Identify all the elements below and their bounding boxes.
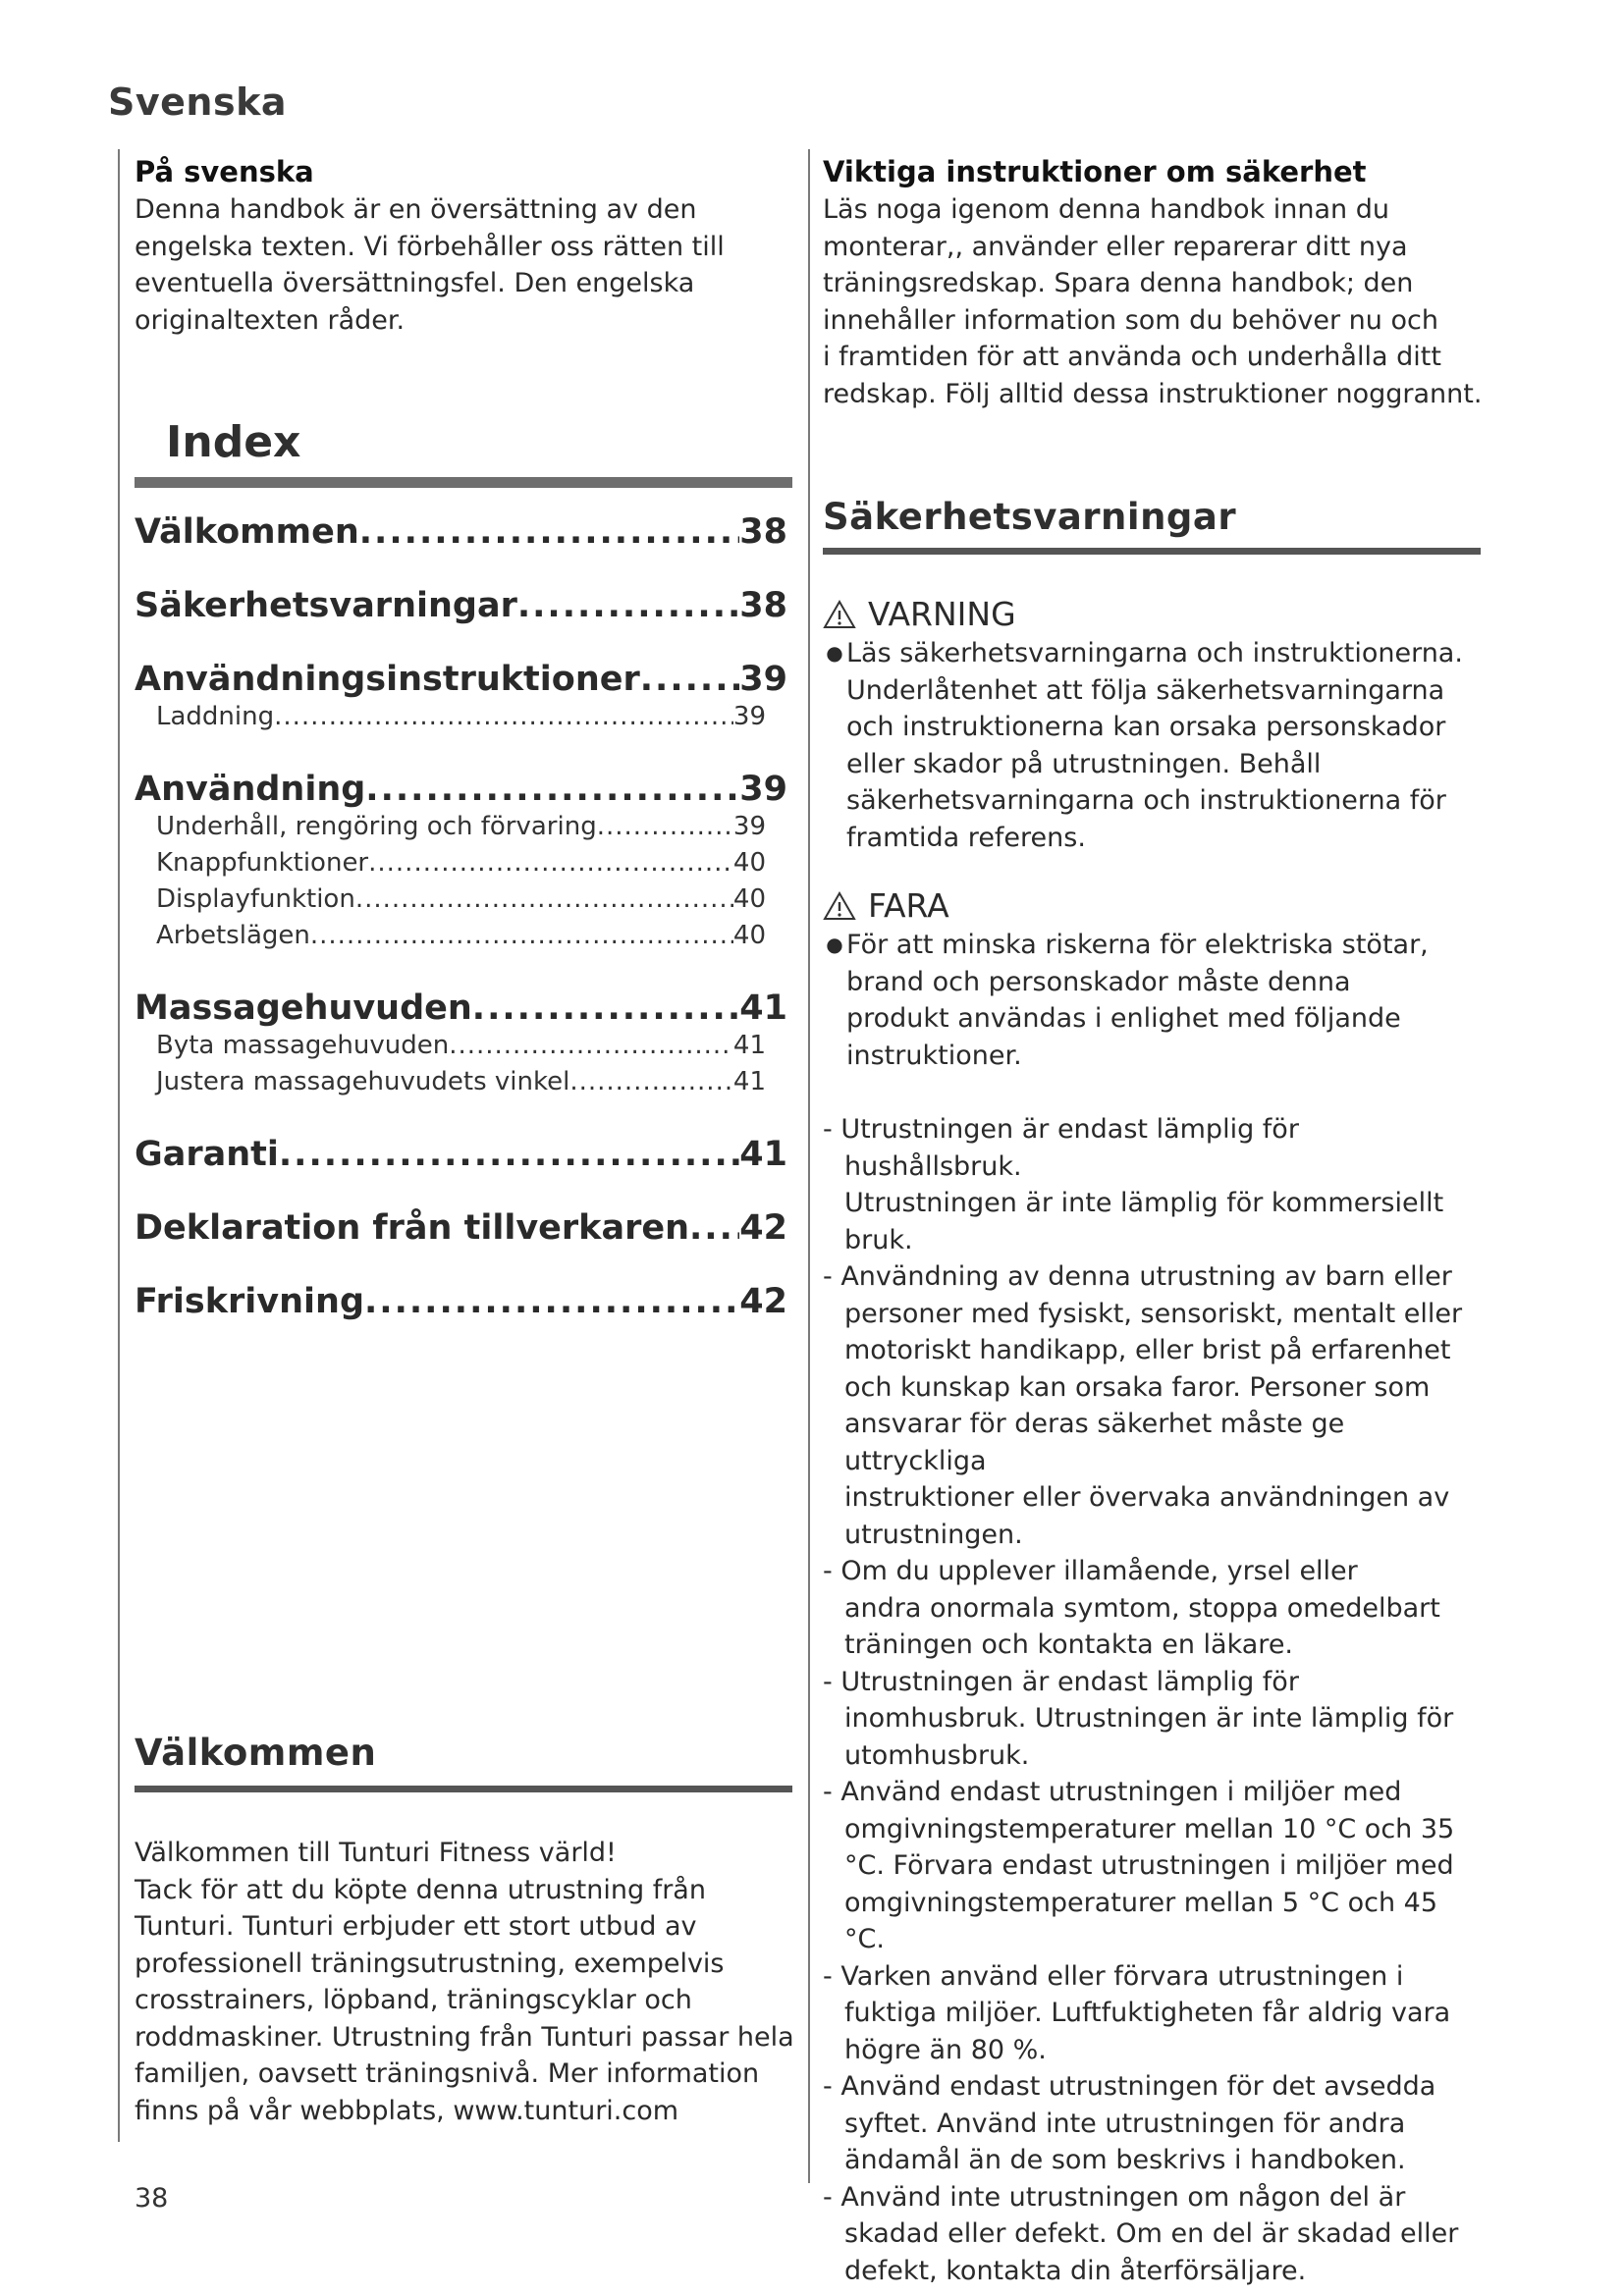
toc-entry-page: 41 bbox=[739, 988, 787, 1028]
toc-leader bbox=[517, 586, 739, 625]
toc-entry[interactable] bbox=[135, 1282, 787, 1321]
bullet-dot-icon: ● bbox=[826, 641, 843, 665]
intro-heading: På svenska bbox=[135, 155, 314, 188]
warning-label: VARNING bbox=[868, 595, 1016, 633]
toc-section bbox=[135, 770, 787, 954]
toc-subentry-page: 41 bbox=[732, 1067, 766, 1096]
toc-entry-title: Friskrivning bbox=[135, 1282, 364, 1321]
table-of-contents bbox=[135, 512, 787, 1321]
toc-leader bbox=[640, 660, 740, 699]
welcome-rule bbox=[135, 1786, 792, 1792]
toc-leader bbox=[364, 1282, 739, 1321]
warning-triangle-icon bbox=[823, 600, 856, 629]
safety-rule bbox=[823, 548, 1481, 555]
toc-subentry-page: 39 bbox=[732, 702, 766, 731]
list-item: - Varken använd eller förvara utrustningen i fuktiga miljöer. Luftfuktigheten får aldrig vara högre än 80 %. bbox=[823, 1960, 1451, 2065]
toc-subentry[interactable] bbox=[135, 809, 787, 845]
page-number: 38 bbox=[135, 2183, 169, 2214]
toc-section bbox=[135, 1282, 787, 1321]
toc-entry-title: Användningsinstruktioner bbox=[135, 660, 640, 699]
toc-entry-title: Massagehuvuden bbox=[135, 988, 472, 1028]
safety-section bbox=[823, 496, 1481, 2289]
toc-section bbox=[135, 988, 787, 1100]
toc-leader bbox=[279, 1135, 739, 1174]
bullet-dot-icon: ● bbox=[826, 933, 843, 956]
important-heading: Viktiga instruktioner om säkerhet bbox=[823, 155, 1367, 188]
toc-subentry[interactable] bbox=[135, 845, 787, 881]
toc-entry[interactable] bbox=[135, 1135, 787, 1174]
toc-subentry-title: Byta massagehuvuden bbox=[156, 1031, 450, 1060]
toc-entry-title: Garanti bbox=[135, 1135, 279, 1174]
list-item: - Använd endast utrustningen i miljöer med omgivningstemperaturer mellan 10 °C och 35 °C. Förvara endast utrustningen i miljöer med omgivningstemperaturer mellan 5 °C och 45 °C. bbox=[823, 1777, 1455, 1954]
index-title: Index bbox=[166, 417, 301, 467]
toc-leader bbox=[365, 770, 739, 809]
toc-leader bbox=[359, 512, 740, 552]
right-column bbox=[823, 152, 1490, 2286]
toc-subentry-title: Justera massagehuvudets vinkel bbox=[156, 1067, 570, 1096]
danger-triangle-icon bbox=[823, 891, 856, 921]
toc-entry-page: 42 bbox=[739, 1282, 787, 1321]
toc-entry-page: 42 bbox=[739, 1208, 787, 1248]
left-margin-rule bbox=[118, 149, 120, 2142]
toc-entry-title: Deklaration från tillverkaren bbox=[135, 1208, 689, 1248]
toc-entry-title: Välkommen bbox=[135, 512, 359, 552]
welcome-text: Välkommen till Tunturi Fitness värld! Tack för att du köpte denna utrustning från Tunturi. Tunturi erbjuder ett stort utbud av professionell träningsutrustning, exempelvis crosstrainers, löpband, träningscyklar och roddmaskiner. Utrustning från Tunturi passar hela familjen, oavsett träningsnivå. Mer information finns på vår webbplats, www.tunturi.com bbox=[135, 1838, 794, 2126]
toc-leader bbox=[472, 988, 739, 1028]
toc-subentry[interactable] bbox=[135, 1064, 787, 1100]
warning-text: Läs säkerhetsvarningarna och instruktionerna. Underlåtenhet att följa säkerhetsvarningarna och instruktionerna kan orsaka personskador eller skador på utrustningen. Behåll säkerhetsvarningarna och instruktionerna för framtida referens. bbox=[846, 638, 1463, 853]
toc-leader bbox=[689, 1208, 739, 1248]
intro-text: Denna handbok är en översättning av den engelska texten. Vi förbehåller oss rätten till eventuella översättningsfel. Den engelska originaltexten råder. bbox=[135, 194, 725, 336]
toc-entry-page: 38 bbox=[739, 512, 787, 552]
toc-entry[interactable] bbox=[135, 770, 787, 809]
toc-entry-page: 41 bbox=[739, 1135, 787, 1174]
toc-leader bbox=[310, 918, 733, 954]
toc-leader bbox=[274, 699, 733, 735]
toc-leader bbox=[569, 1064, 733, 1100]
language-heading: Svenska bbox=[108, 80, 287, 124]
list-item: - Använd inte utrustningen om någon del är skadad eller defekt. Om en del är skadad eller defekt, kontakta din återförsäljare. bbox=[823, 2181, 1459, 2286]
toc-entry[interactable] bbox=[135, 988, 787, 1028]
warning-bullet bbox=[823, 635, 1481, 856]
toc-leader bbox=[449, 1028, 733, 1064]
safety-rules-list bbox=[823, 1111, 1481, 2289]
danger-bullet bbox=[823, 927, 1481, 1074]
list-item: - Utrustningen är endast lämplig för hushållsbruk. Utrustningen är inte lämplig för kommersiellt bruk. bbox=[823, 1114, 1444, 1255]
toc-subentry[interactable] bbox=[135, 918, 787, 954]
toc-section bbox=[135, 512, 787, 552]
toc-subentry-title: Laddning bbox=[156, 702, 275, 731]
danger-label: FARA bbox=[868, 886, 949, 925]
list-item: - Utrustningen är endast lämplig för inomhusbruk. Utrustningen är inte lämplig för utomhusbruk. bbox=[823, 1666, 1454, 1771]
toc-entry-page: 39 bbox=[739, 770, 787, 809]
toc-subentry[interactable] bbox=[135, 881, 787, 918]
left-column bbox=[135, 152, 794, 2126]
danger-text: För att minska riskerna för elektriska stötar, brand och personskador måste denna produkt användas i enlighet med följande instruktioner. bbox=[846, 930, 1429, 1071]
toc-leader bbox=[355, 881, 733, 918]
toc-subentry-title: Knappfunktioner bbox=[156, 848, 369, 878]
toc-entry[interactable] bbox=[135, 1208, 787, 1248]
warning-heading bbox=[823, 594, 1481, 635]
list-item: - Om du upplever illamående, yrsel eller andra onormala symtom, stoppa omedelbart träningen och kontakta en läkare. bbox=[823, 1556, 1440, 1660]
toc-subentry-page: 40 bbox=[732, 884, 766, 914]
toc-section bbox=[135, 586, 787, 625]
toc-subentry-page: 40 bbox=[732, 848, 766, 878]
safety-title: Säkerhetsvarningar bbox=[823, 496, 1237, 538]
toc-leader bbox=[368, 845, 733, 881]
danger-heading bbox=[823, 885, 1481, 927]
toc-subentry-title: Arbetslägen bbox=[156, 921, 310, 950]
toc-leader bbox=[597, 809, 733, 845]
toc-entry-page: 38 bbox=[739, 586, 787, 625]
toc-subentry[interactable] bbox=[135, 1028, 787, 1064]
toc-section bbox=[135, 660, 787, 735]
toc-subentry-page: 39 bbox=[732, 812, 766, 841]
welcome-section bbox=[135, 1732, 792, 1792]
index-rule bbox=[135, 477, 792, 488]
toc-subentry-page: 40 bbox=[732, 921, 766, 950]
toc-subentry-title: Underhåll, rengöring och förvaring bbox=[156, 812, 597, 841]
toc-entry-page: 39 bbox=[739, 660, 787, 699]
toc-subentry-page: 41 bbox=[732, 1031, 766, 1060]
toc-entry[interactable] bbox=[135, 586, 787, 625]
list-item: - Användning av denna utrustning av barn eller personer med fysiskt, sensoriskt, mentalt eller motoriskt handikapp, eller brist på erfarenhet och kunskap kan orsaka faror. Personer som ansvarar för deras säkerhet måste ge uttryckliga instruktioner eller övervaka användningen av utrustningen. bbox=[823, 1261, 1463, 1550]
toc-section bbox=[135, 1135, 787, 1174]
toc-entry-title: Användning bbox=[135, 770, 366, 809]
list-item: - Använd endast utrustningen för det avsedda syftet. Använd inte utrustningen för andra ändamål än de som beskrivs i handboken. bbox=[823, 2071, 1436, 2175]
toc-subentry-title: Displayfunktion bbox=[156, 884, 355, 914]
toc-entry[interactable] bbox=[135, 660, 787, 699]
toc-section bbox=[135, 1208, 787, 1248]
toc-entry[interactable] bbox=[135, 512, 787, 552]
welcome-title: Välkommen bbox=[135, 1732, 377, 1774]
toc-entry-title: Säkerhetsvarningar bbox=[135, 586, 517, 625]
toc-subentry[interactable] bbox=[135, 699, 787, 735]
important-text: Läs noga igenom denna handbok innan du monterar,, använder eller reparerar ditt nya träningsredskap. Spara denna handbok; den innehåller information som du behöver nu och i framtiden för att använda och underhålla ditt redskap. Följ alltid dessa instruktioner noggrannt. bbox=[823, 194, 1483, 409]
